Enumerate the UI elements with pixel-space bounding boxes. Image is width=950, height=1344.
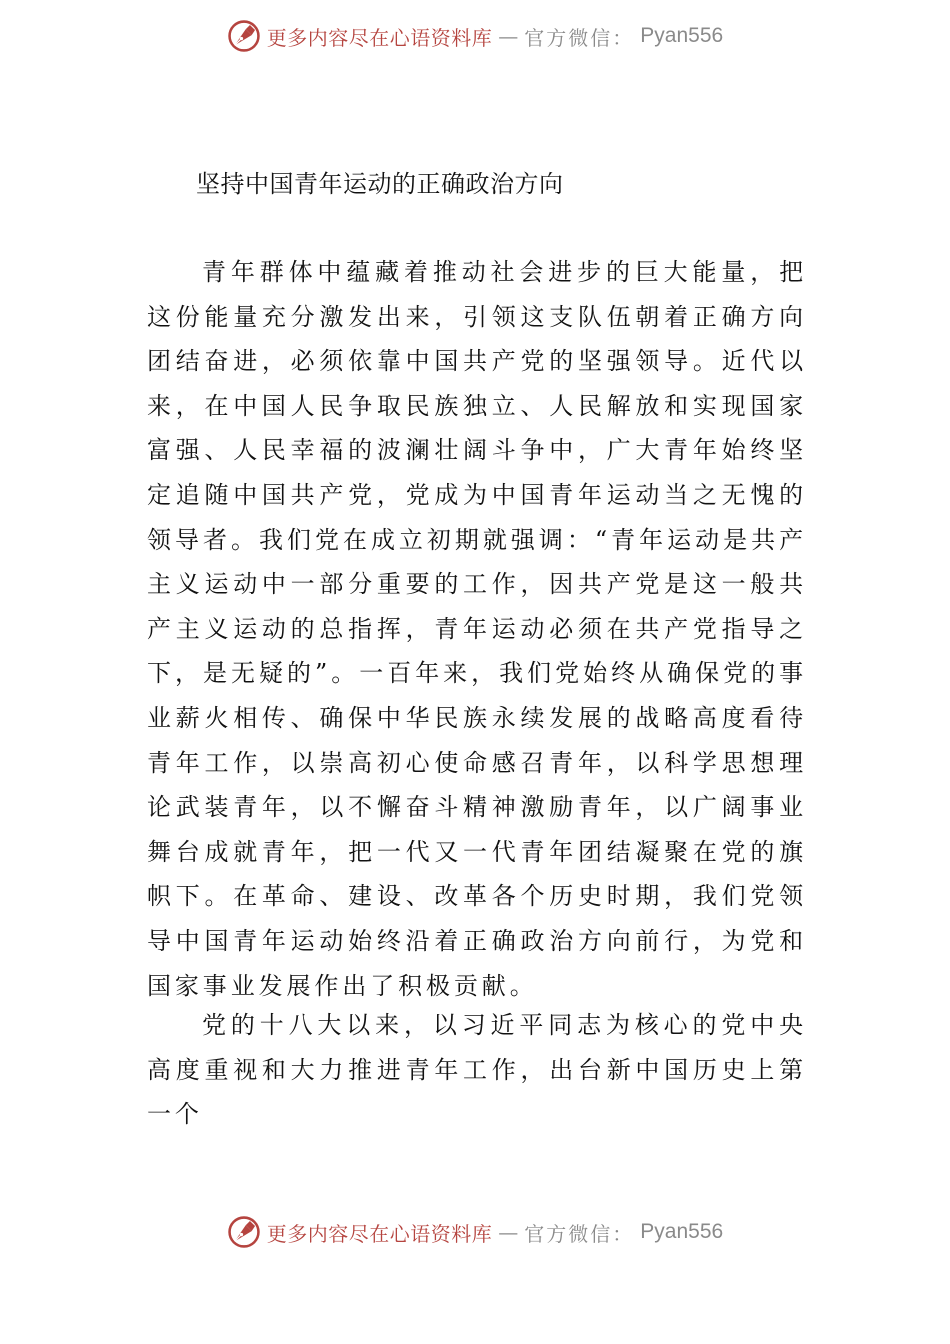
banner-separator: — — [498, 24, 519, 48]
body-paragraph-1: 青年群体中蕴藏着推动社会进步的巨大能量，把这份能量充分激发出来，引领这支队伍朝着正确方向团结奋进，必须依靠中国共产党的坚强领导。近代以来，在中国人民争取民族独立、人民解放和实现国家富强、人民幸福的波澜壮阔斗争中，广大青年始终坚定追随中国共产党，党成为中国青年运动当之无愧的领导者。我们党在成立初期就强调：“青年运动是共产主义运动中一部分重要的工作，因共产党是这一般共产主义运动的总指挥，青年运动必须在共产党指导之下，是无疑的”。一百年来，我们党始终从确保党的事业薪火相传、确保中华民族永续发展的战略高度看待青年工作，以崇高初心使命感召青年，以科学思想理论武装青年，以不懈奋斗精神激励青年，以广阔事业舞台成就青年，把一代又一代青年团结凝聚在党的旗帜下。在革命、建设、改革各个历史时期，我们党领导中国青年运动始终沿着正确政治方向前行，为党和国家事业发展作出了积极贡献。 — [147, 258, 807, 1000]
banner-wechat-id: Pyan556 — [640, 24, 724, 47]
header-banner — [0, 16, 950, 56]
pen-nib-logo-icon — [227, 19, 261, 53]
banner-wechat-label: 官方微信： — [524, 25, 635, 50]
body-paragraph-2: 党的十八大以来，以习近平同志为核心的党中央高度重视和大力推进青年工作，出台新中国历史上第一个 — [147, 1011, 807, 1129]
footer-banner — [0, 1212, 950, 1252]
banner-wechat-id: Pyan556 — [640, 1220, 724, 1243]
banner-main-text: 更多内容尽在心语资料库 — [266, 1221, 493, 1246]
pen-nib-logo-icon — [227, 1215, 261, 1249]
banner-separator: — — [498, 1220, 519, 1244]
banner-main-text: 更多内容尽在心语资料库 — [266, 25, 493, 50]
document-title: 坚持中国青年运动的正确政治方向 — [196, 170, 564, 198]
banner-wechat-label: 官方微信： — [524, 1221, 635, 1246]
